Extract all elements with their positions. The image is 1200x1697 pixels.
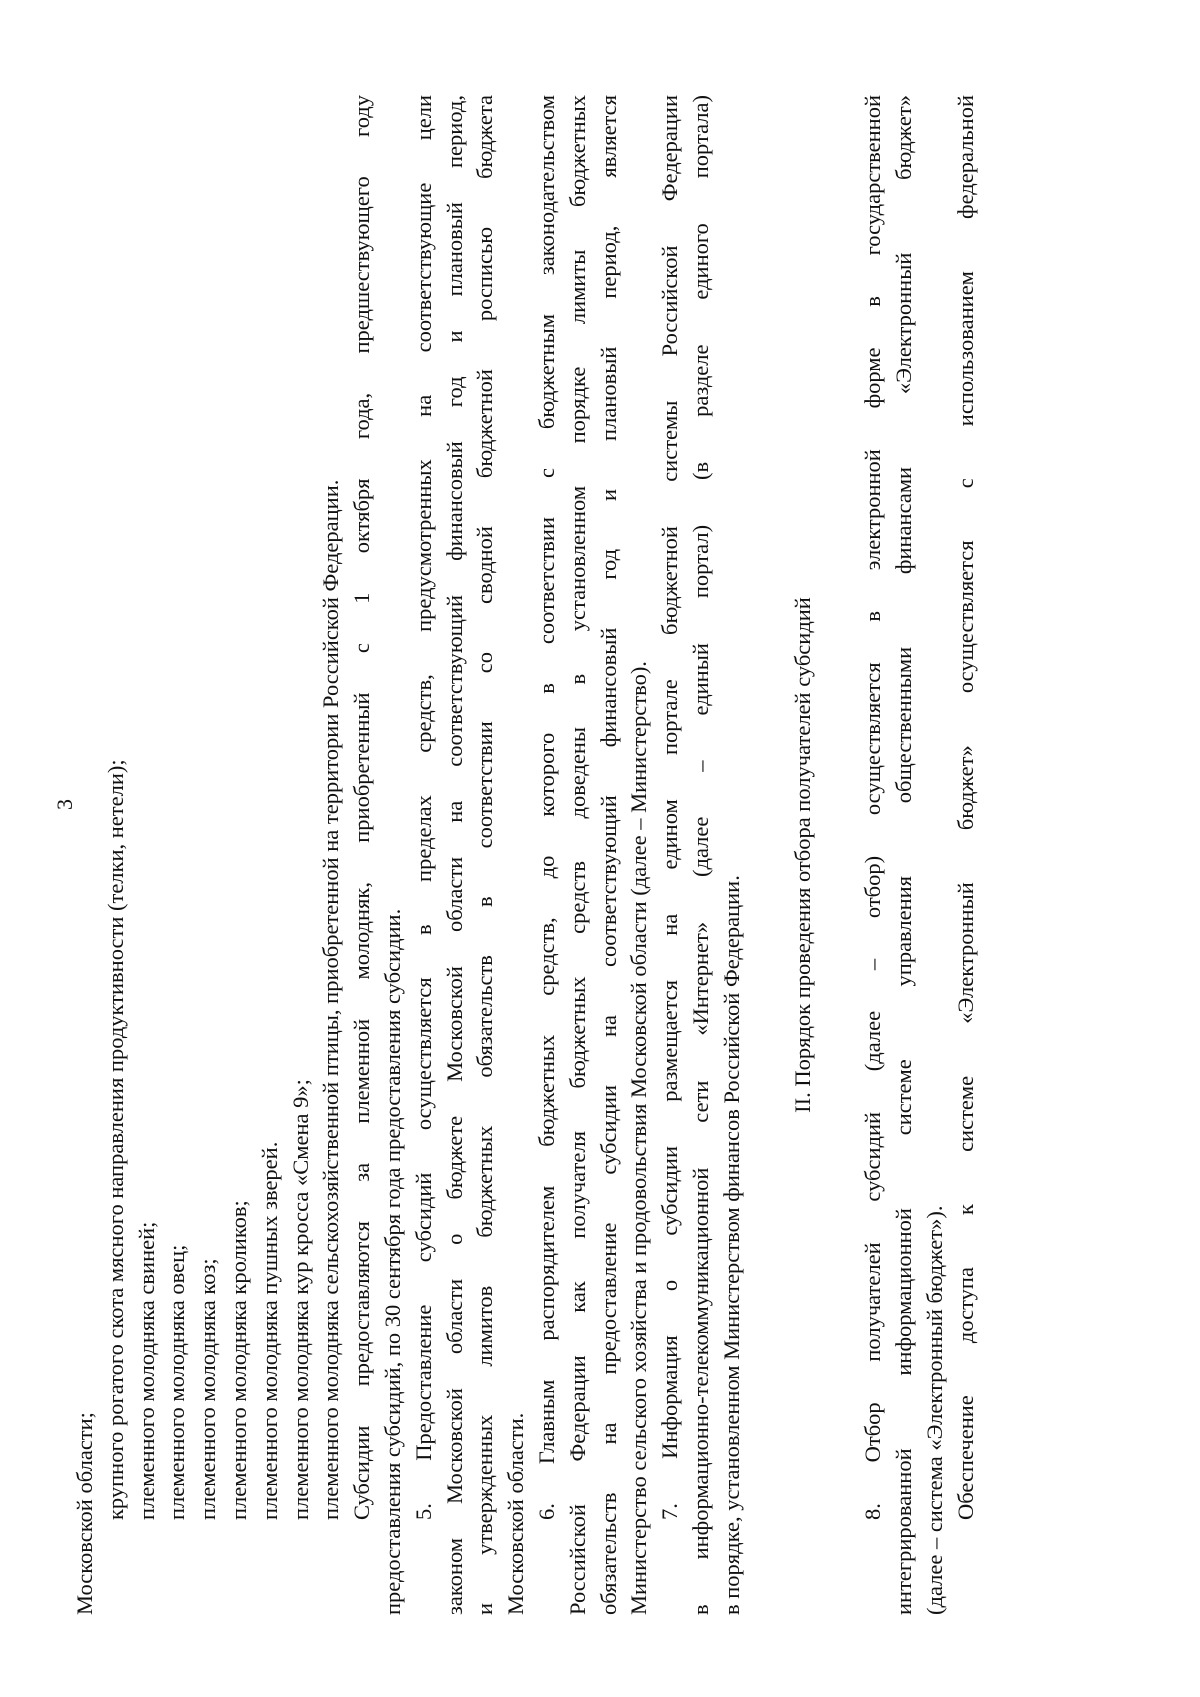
text-line: в информационно-телекоммуникационной сети «Интернет» (далее – единый портал) (в разделе единого портала) — [687, 95, 713, 1615]
text-line: племенного молодняка кур кросса «Смена 9»; — [287, 1079, 313, 1520]
document-body — [70, 95, 1110, 1615]
text-line: в порядке, установленном Министерством финансов Российской Федерации. — [718, 875, 744, 1615]
text-line: Субсидии предоставляются за племенной молодняк, приобретенный с 1 октября года, предшествующего году — [349, 95, 375, 1520]
text-line: Министерство сельского хозяйства и продовольствия Московской области (далее – Министерство). — [626, 661, 652, 1615]
text-line: законом Московской области о бюджете Московской области на соответствующий финансовый год и плановый период, — [441, 95, 467, 1615]
section-heading: II. Порядок проведения отбора получателей субсидий — [789, 597, 815, 1113]
text-line: 6. Главным распорядителем бюджетных средств, до которого в соответствии с бюджетным законодательством — [533, 95, 559, 1520]
text-line: Московской области; — [72, 1412, 97, 1615]
text-line: племенного молодняка свиней; — [133, 1221, 159, 1520]
text-line: предоставления субсидий, по 30 сентября года предоставления субсидии. — [379, 908, 405, 1615]
text-line: племенного молодняка пушных зверей. — [256, 1141, 282, 1520]
text-line: племенного молодняка сельскохозяйственной птицы, приобретенной на территории Российской Федерации. — [318, 479, 344, 1520]
text-line: обязательств на предоставление субсидии на соответствующий финансовый год и плановый период, является — [595, 95, 621, 1615]
text-line: интегрированной информационной системе управления общественными финансами «Электронный бюджет» — [891, 95, 917, 1615]
text-line: 7. Информация о субсидии размещается на едином портале бюджетной системы Российской Федерации — [657, 95, 683, 1520]
text-line: крупного рогатого скота мясного направления продуктивности (телки, нетели); — [102, 759, 128, 1520]
text-line: племенного молодняка овец; — [164, 1244, 190, 1520]
text-line: 5. Предоставление субсидий осуществляется в пределах средств, предусмотренных на соответствующие цели — [410, 95, 436, 1520]
text-line: Российской Федерации как получателя бюджетных средств доведены в установленном порядке лимиты бюджетных — [564, 95, 590, 1615]
text-line: племенного молодняка кроликов; — [225, 1200, 251, 1520]
text-line: 8. Отбор получателей субсидий (далее – отбор) осуществляется в электронной форме в государственной — [860, 95, 886, 1520]
page-number: 3 — [52, 799, 77, 810]
text-line: Московской области. — [503, 1412, 529, 1615]
text-line: племенного молодняка коз; — [195, 1258, 221, 1520]
text-line: (далее – система «Электронный бюджет»). — [921, 1205, 947, 1615]
text-line: Обеспечение доступа к системе «Электронный бюджет» осуществляется с использованием федеральной — [952, 95, 978, 1520]
text-line: и утвержденных лимитов бюджетных обязательств в соответствии со сводной бюджетной росписью бюджета — [472, 95, 498, 1615]
